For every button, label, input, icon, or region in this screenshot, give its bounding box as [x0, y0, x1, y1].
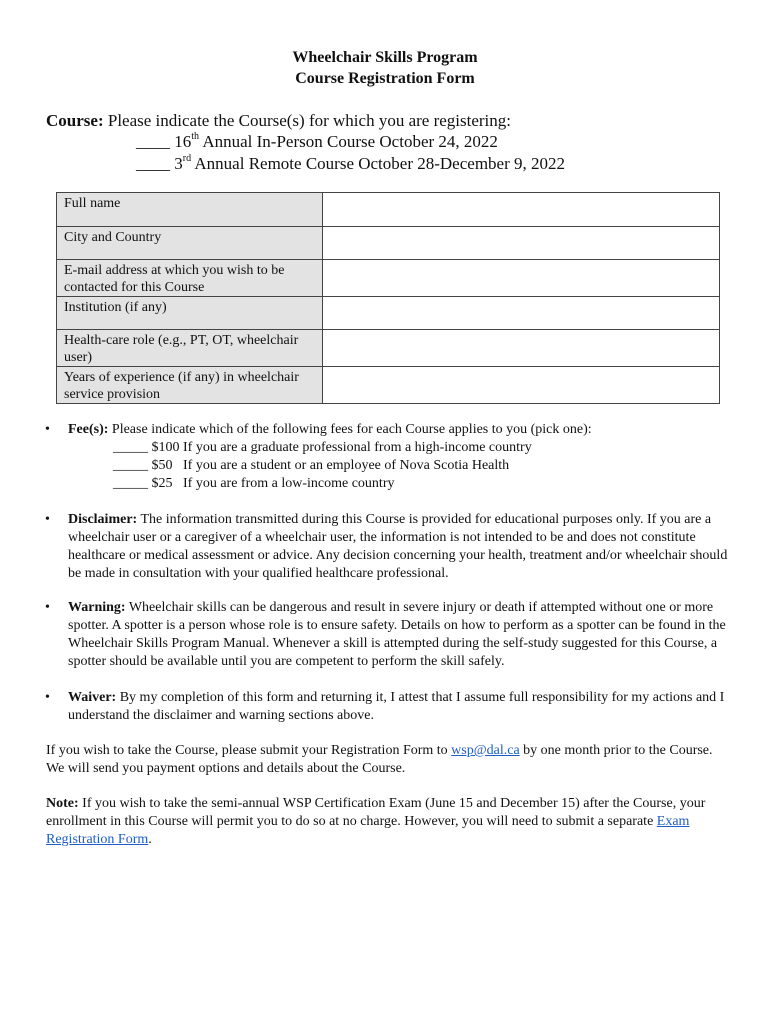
- table-row: [57, 260, 720, 297]
- institution-field[interactable]: [323, 297, 720, 330]
- bullet-dot-icon: •: [45, 600, 50, 615]
- fee-option-50[interactable]: [113, 457, 509, 475]
- full-name-label: Full name: [57, 193, 323, 227]
- health-care-role-field[interactable]: [323, 330, 720, 367]
- table-row: [57, 297, 720, 330]
- waiver-label: Waiver:: [68, 690, 117, 705]
- full-name-field[interactable]: [323, 193, 720, 227]
- warning-label: Warning:: [68, 600, 126, 615]
- submission-instructions: [46, 742, 726, 778]
- course-blank[interactable]: ____: [136, 132, 170, 151]
- fees-bullet: [45, 421, 728, 439]
- health-care-role-label: Health-care role (e.g., PT, OT, wheelchair user): [57, 330, 323, 367]
- registration-details-table: [56, 192, 720, 404]
- bullet-dot-icon: •: [45, 422, 50, 437]
- table-row: [57, 193, 720, 227]
- fee-amount: $100: [151, 440, 180, 455]
- course-ordinal: 3: [174, 154, 183, 173]
- disclaimer-text: The information transmitted during this Course is provided for educational purposes only. If you are a wheelchair user or a caregiver of a wheelchair user, the information is not intended to be and does not constitute healthcare or medical assessment or advice. Any decision concerning your health, treatment and/or wheelchair should be made in consultation with your qualified healthcare professional.: [68, 512, 728, 581]
- course-ordinal: 16: [174, 132, 192, 151]
- fee-description: If you are a graduate professional from a high-income country: [183, 440, 532, 455]
- course-option-text: Annual In-Person Course October 24, 2022: [202, 132, 498, 151]
- disclaimer-bullet: [45, 511, 728, 583]
- fees-text: Please indicate which of the following fees for each Course applies to you (pick one):: [111, 422, 592, 437]
- fee-description: If you are from a low-income country: [183, 476, 395, 491]
- course-option-remote[interactable]: [136, 153, 565, 174]
- fee-description: If you are a student or an employee of Nova Scotia Health: [183, 458, 510, 473]
- fee-option-100[interactable]: [113, 439, 532, 457]
- waiver-bullet: [45, 689, 728, 725]
- submit-text-after: by one month prior to the Course. We will send you payment options and details about the Course.: [46, 743, 713, 776]
- fee-amount: $50: [151, 458, 173, 473]
- years-experience-label: Years of experience (if any) in wheelchair service provision: [57, 367, 323, 404]
- city-country-label: City and Country: [57, 227, 323, 260]
- course-ordinal-suffix: rd: [182, 153, 192, 165]
- note-end: .: [148, 832, 152, 847]
- waiver-text: By my completion of this form and returning it, I attest that I assume full responsibility for my actions and I understand the disclaimer and warning sections above.: [68, 690, 725, 723]
- course-option-in-person[interactable]: [136, 131, 498, 152]
- fee-blank[interactable]: _____: [113, 458, 148, 473]
- table-row: [57, 227, 720, 260]
- bullet-dot-icon: •: [45, 512, 50, 527]
- warning-text: Wheelchair skills can be dangerous and result in severe injury or death if attempted without one or more spotter. A spotter is a person whose role is to ensure safety. Details on how to perform as a spotter can be found in the Wheelchair Skills Program Manual. Whenever a skill is attempted during the self-study suggested for this Course, a spotter should be available until you are competent to perform the skill safely.: [68, 600, 726, 669]
- note-text: If you wish to take the semi-annual WSP Certification Exam (June 15 and December 15) after the Course, your enrollment in this Course will permit you to do so at no charge. However, you will need to submit a separate: [46, 796, 706, 829]
- document-subtitle: Course Registration Form: [295, 70, 475, 87]
- course-question: [46, 110, 511, 131]
- email-link[interactable]: wsp@dal.ca: [451, 743, 520, 758]
- fees-label: Fee(s):: [68, 422, 109, 437]
- certification-note: [46, 795, 726, 849]
- years-experience-field[interactable]: [323, 367, 720, 404]
- fee-blank[interactable]: _____: [113, 476, 148, 491]
- course-ordinal-suffix: th: [191, 131, 200, 143]
- email-label: E-mail address at which you wish to be contacted for this Course: [57, 260, 323, 297]
- fee-option-25[interactable]: [113, 475, 394, 493]
- city-country-field[interactable]: [323, 227, 720, 260]
- fee-blank[interactable]: _____: [113, 440, 148, 455]
- disclaimer-label: Disclaimer:: [68, 512, 138, 527]
- fee-amount: $25: [151, 476, 173, 491]
- exam-registration-link[interactable]: Exam Registration Form: [46, 814, 690, 847]
- institution-label: Institution (if any): [57, 297, 323, 330]
- note-label: Note:: [46, 796, 79, 811]
- table-row: [57, 330, 720, 367]
- email-field[interactable]: [323, 260, 720, 297]
- course-blank[interactable]: ____: [136, 154, 170, 173]
- table-row: [57, 367, 720, 404]
- course-label: Course:: [46, 111, 104, 130]
- course-prompt: Please indicate the Course(s) for which you are registering:: [107, 111, 512, 130]
- submit-text-before: If you wish to take the Course, please submit your Registration Form to: [46, 743, 448, 758]
- bullet-dot-icon: •: [45, 690, 50, 705]
- course-option-text: Annual Remote Course October 28-December 9, 2022: [194, 154, 565, 173]
- document-title: Wheelchair Skills Program: [292, 49, 478, 66]
- warning-bullet: [45, 599, 728, 671]
